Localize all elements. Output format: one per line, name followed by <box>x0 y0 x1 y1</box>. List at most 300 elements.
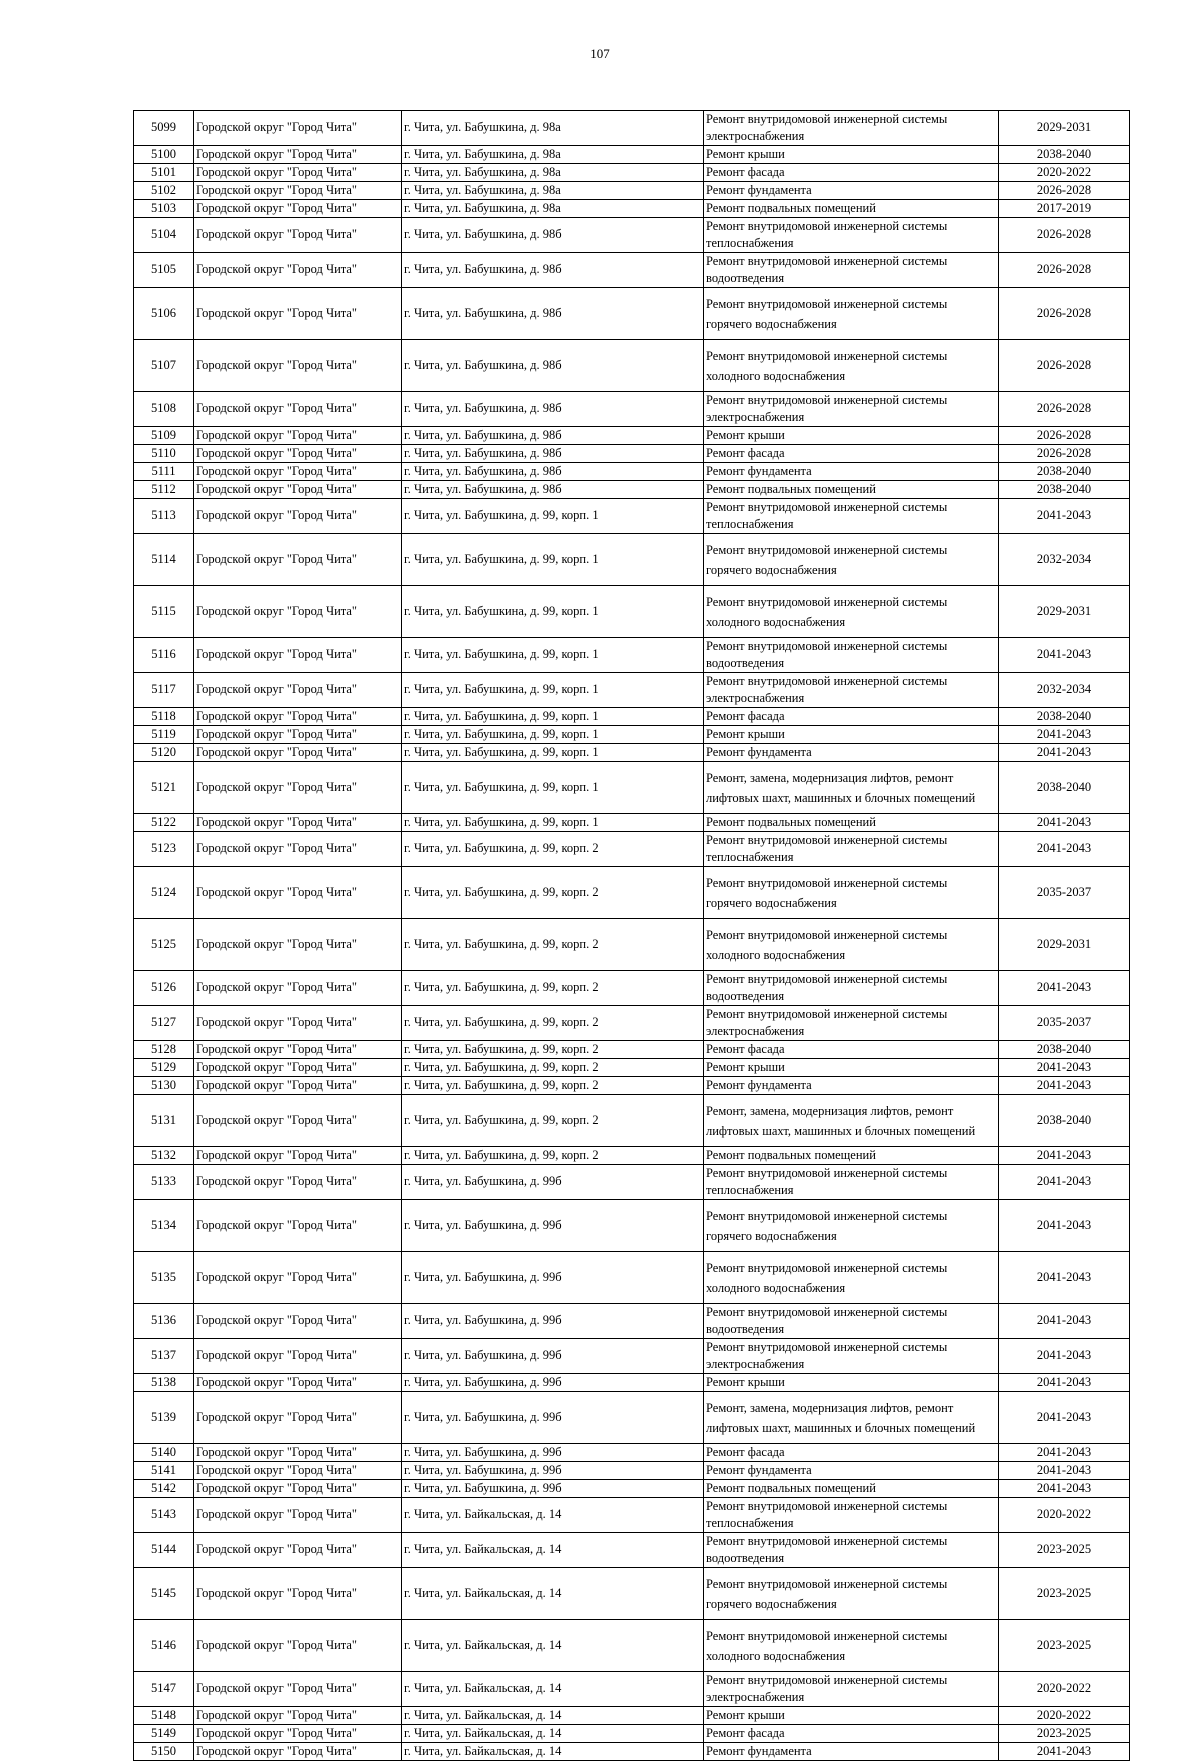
work-type-cell: Ремонт фундамента <box>704 1462 999 1480</box>
period-cell: 2020-2022 <box>999 1672 1130 1707</box>
row-number: 5108 <box>134 392 194 427</box>
table-row <box>134 1339 1130 1374</box>
work-type-cell: Ремонт внутридомовой инженерной системы холодного водоснабжения <box>704 919 999 971</box>
table-row <box>134 1147 1130 1165</box>
work-type-cell: Ремонт внутридомовой инженерной системы теплоснабжения <box>704 218 999 253</box>
row-number: 5102 <box>134 182 194 200</box>
address-cell: г. Чита, ул. Бабушкина, д. 99, корп. 1 <box>402 708 704 726</box>
table-row <box>134 1059 1130 1077</box>
address-cell: г. Чита, ул. Бабушкина, д. 99, корп. 2 <box>402 919 704 971</box>
address-cell: г. Чита, ул. Бабушкина, д. 99, корп. 2 <box>402 1041 704 1059</box>
work-type-cell: Ремонт внутридомовой инженерной системы горячего водоснабжения <box>704 1200 999 1252</box>
row-number: 5123 <box>134 832 194 867</box>
row-number: 5126 <box>134 971 194 1006</box>
period-cell: 2026-2028 <box>999 340 1130 392</box>
work-type-cell: Ремонт внутридомовой инженерной системы электроснабжения <box>704 1006 999 1041</box>
table-row <box>134 1462 1130 1480</box>
municipality-cell: Городской округ "Город Чита" <box>194 1339 402 1374</box>
row-number: 5125 <box>134 919 194 971</box>
address-cell: г. Чита, ул. Бабушкина, д. 99б <box>402 1304 704 1339</box>
address-cell: г. Чита, ул. Бабушкина, д. 99б <box>402 1392 704 1444</box>
table-row <box>134 1725 1130 1743</box>
address-cell: г. Чита, ул. Бабушкина, д. 98б <box>402 445 704 463</box>
table-row <box>134 1041 1130 1059</box>
work-type-cell: Ремонт внутридомовой инженерной системы холодного водоснабжения <box>704 1620 999 1672</box>
address-cell: г. Чита, ул. Бабушкина, д. 99б <box>402 1480 704 1498</box>
table-row <box>134 253 1130 288</box>
row-number: 5121 <box>134 762 194 814</box>
work-type-cell: Ремонт подвальных помещений <box>704 200 999 218</box>
work-type-cell: Ремонт фасада <box>704 164 999 182</box>
address-cell: г. Чита, ул. Бабушкина, д. 99б <box>402 1462 704 1480</box>
period-cell: 2035-2037 <box>999 867 1130 919</box>
row-number: 5122 <box>134 814 194 832</box>
work-type-cell: Ремонт внутридомовой инженерной системы водоотведения <box>704 638 999 673</box>
row-number: 5110 <box>134 445 194 463</box>
municipality-cell: Городской округ "Город Чита" <box>194 1077 402 1095</box>
address-cell: г. Чита, ул. Байкальская, д. 14 <box>402 1568 704 1620</box>
municipality-cell: Городской округ "Город Чита" <box>194 111 402 146</box>
table-row <box>134 1200 1130 1252</box>
municipality-cell: Городской округ "Город Чита" <box>194 814 402 832</box>
work-type-cell: Ремонт крыши <box>704 427 999 445</box>
work-type-cell: Ремонт фундамента <box>704 463 999 481</box>
work-type-cell: Ремонт фасада <box>704 1444 999 1462</box>
table-row <box>134 1672 1130 1707</box>
period-cell: 2041-2043 <box>999 971 1130 1006</box>
address-cell: г. Чита, ул. Бабушкина, д. 99, корп. 2 <box>402 1147 704 1165</box>
address-cell: г. Чита, ул. Бабушкина, д. 99б <box>402 1339 704 1374</box>
table-row <box>134 481 1130 499</box>
row-number: 5142 <box>134 1480 194 1498</box>
address-cell: г. Чита, ул. Бабушкина, д. 99, корп. 2 <box>402 1077 704 1095</box>
municipality-cell: Городской округ "Город Чита" <box>194 200 402 218</box>
row-number: 5128 <box>134 1041 194 1059</box>
address-cell: г. Чита, ул. Бабушкина, д. 99, корп. 2 <box>402 867 704 919</box>
work-type-cell: Ремонт подвальных помещений <box>704 814 999 832</box>
municipality-cell: Городской округ "Город Чита" <box>194 919 402 971</box>
period-cell: 2026-2028 <box>999 427 1130 445</box>
address-cell: г. Чита, ул. Бабушкина, д. 99, корп. 1 <box>402 814 704 832</box>
row-number: 5140 <box>134 1444 194 1462</box>
row-number: 5137 <box>134 1339 194 1374</box>
table-row <box>134 1498 1130 1533</box>
address-cell: г. Чита, ул. Байкальская, д. 14 <box>402 1707 704 1725</box>
table-row <box>134 1743 1130 1761</box>
row-number: 5136 <box>134 1304 194 1339</box>
period-cell: 2041-2043 <box>999 1374 1130 1392</box>
municipality-cell: Городской округ "Город Чита" <box>194 1444 402 1462</box>
row-number: 5103 <box>134 200 194 218</box>
municipality-cell: Городской округ "Город Чита" <box>194 146 402 164</box>
table-row <box>134 182 1130 200</box>
municipality-cell: Городской округ "Город Чита" <box>194 1707 402 1725</box>
table-row <box>134 499 1130 534</box>
table-row <box>134 218 1130 253</box>
row-number: 5145 <box>134 1568 194 1620</box>
row-number: 5105 <box>134 253 194 288</box>
address-cell: г. Чита, ул. Бабушкина, д. 99, корп. 2 <box>402 1059 704 1077</box>
address-cell: г. Чита, ул. Байкальская, д. 14 <box>402 1620 704 1672</box>
work-type-cell: Ремонт внутридомовой инженерной системы электроснабжения <box>704 673 999 708</box>
row-number: 5141 <box>134 1462 194 1480</box>
address-cell: г. Чита, ул. Байкальская, д. 14 <box>402 1498 704 1533</box>
row-number: 5133 <box>134 1165 194 1200</box>
work-type-cell: Ремонт подвальных помещений <box>704 481 999 499</box>
row-number: 5143 <box>134 1498 194 1533</box>
work-type-cell: Ремонт внутридомовой инженерной системы горячего водоснабжения <box>704 534 999 586</box>
address-cell: г. Чита, ул. Бабушкина, д. 98а <box>402 164 704 182</box>
address-cell: г. Чита, ул. Бабушкина, д. 98а <box>402 200 704 218</box>
address-cell: г. Чита, ул. Бабушкина, д. 99, корп. 1 <box>402 638 704 673</box>
table-row <box>134 1095 1130 1147</box>
row-number: 5127 <box>134 1006 194 1041</box>
address-cell: г. Чита, ул. Бабушкина, д. 98а <box>402 182 704 200</box>
period-cell: 2023-2025 <box>999 1533 1130 1568</box>
row-number: 5139 <box>134 1392 194 1444</box>
work-type-cell: Ремонт фундамента <box>704 1077 999 1095</box>
row-number: 5109 <box>134 427 194 445</box>
period-cell: 2020-2022 <box>999 1498 1130 1533</box>
address-cell: г. Чита, ул. Бабушкина, д. 99б <box>402 1200 704 1252</box>
row-number: 5146 <box>134 1620 194 1672</box>
period-cell: 2041-2043 <box>999 499 1130 534</box>
municipality-cell: Городской округ "Город Чита" <box>194 708 402 726</box>
municipality-cell: Городской округ "Город Чита" <box>194 1568 402 1620</box>
address-cell: г. Чита, ул. Бабушкина, д. 99, корп. 1 <box>402 586 704 638</box>
municipality-cell: Городской округ "Город Чита" <box>194 1392 402 1444</box>
row-number: 5138 <box>134 1374 194 1392</box>
municipality-cell: Городской округ "Город Чита" <box>194 1462 402 1480</box>
municipality-cell: Городской округ "Город Чита" <box>194 463 402 481</box>
work-type-cell: Ремонт внутридомовой инженерной системы горячего водоснабжения <box>704 867 999 919</box>
table-row <box>134 1077 1130 1095</box>
period-cell: 2023-2025 <box>999 1620 1130 1672</box>
period-cell: 2023-2025 <box>999 1725 1130 1743</box>
table-row <box>134 1165 1130 1200</box>
address-cell: г. Чита, ул. Бабушкина, д. 99, корп. 1 <box>402 673 704 708</box>
row-number: 5112 <box>134 481 194 499</box>
table-row <box>134 744 1130 762</box>
period-cell: 2038-2040 <box>999 1095 1130 1147</box>
work-type-cell: Ремонт фасада <box>704 1725 999 1743</box>
municipality-cell: Городской округ "Город Чита" <box>194 218 402 253</box>
municipality-cell: Городской округ "Город Чита" <box>194 164 402 182</box>
work-type-cell: Ремонт крыши <box>704 146 999 164</box>
work-type-cell: Ремонт внутридомовой инженерной системы водоотведения <box>704 253 999 288</box>
work-type-cell: Ремонт фундамента <box>704 744 999 762</box>
municipality-cell: Городской округ "Город Чита" <box>194 1743 402 1761</box>
address-cell: г. Чита, ул. Байкальская, д. 14 <box>402 1533 704 1568</box>
work-type-cell: Ремонт фасада <box>704 1041 999 1059</box>
table-row <box>134 340 1130 392</box>
municipality-cell: Городской округ "Город Чита" <box>194 867 402 919</box>
work-type-cell: Ремонт внутридомовой инженерной системы горячего водоснабжения <box>704 288 999 340</box>
address-cell: г. Чита, ул. Бабушкина, д. 98б <box>402 481 704 499</box>
row-number: 5115 <box>134 586 194 638</box>
period-cell: 2017-2019 <box>999 200 1130 218</box>
address-cell: г. Чита, ул. Бабушкина, д. 99, корп. 1 <box>402 726 704 744</box>
table-row <box>134 673 1130 708</box>
municipality-cell: Городской округ "Город Чита" <box>194 1041 402 1059</box>
work-type-cell: Ремонт внутридомовой инженерной системы теплоснабжения <box>704 1498 999 1533</box>
period-cell: 2041-2043 <box>999 1200 1130 1252</box>
municipality-cell: Городской округ "Город Чита" <box>194 673 402 708</box>
municipality-cell: Городской округ "Город Чита" <box>194 427 402 445</box>
period-cell: 2041-2043 <box>999 1252 1130 1304</box>
work-type-cell: Ремонт внутридомовой инженерной системы теплоснабжения <box>704 499 999 534</box>
address-cell: г. Чита, ул. Байкальская, д. 14 <box>402 1672 704 1707</box>
period-cell: 2041-2043 <box>999 1077 1130 1095</box>
period-cell: 2041-2043 <box>999 1392 1130 1444</box>
table-row <box>134 445 1130 463</box>
row-number: 5118 <box>134 708 194 726</box>
work-type-cell: Ремонт фасада <box>704 708 999 726</box>
period-cell: 2041-2043 <box>999 638 1130 673</box>
address-cell: г. Чита, ул. Бабушкина, д. 99б <box>402 1444 704 1462</box>
period-cell: 2029-2031 <box>999 111 1130 146</box>
page-number: 107 <box>590 46 610 61</box>
period-cell: 2041-2043 <box>999 1304 1130 1339</box>
period-cell: 2038-2040 <box>999 708 1130 726</box>
row-number: 5107 <box>134 340 194 392</box>
address-cell: г. Чита, ул. Бабушкина, д. 99, корп. 1 <box>402 744 704 762</box>
work-type-cell: Ремонт внутридомовой инженерной системы холодного водоснабжения <box>704 1252 999 1304</box>
period-cell: 2029-2031 <box>999 919 1130 971</box>
row-number: 5132 <box>134 1147 194 1165</box>
row-number: 5111 <box>134 463 194 481</box>
row-number: 5106 <box>134 288 194 340</box>
municipality-cell: Городской округ "Город Чита" <box>194 182 402 200</box>
address-cell: г. Чита, ул. Бабушкина, д. 98б <box>402 218 704 253</box>
address-cell: г. Чита, ул. Бабушкина, д. 99б <box>402 1165 704 1200</box>
municipality-cell: Городской округ "Город Чита" <box>194 726 402 744</box>
work-type-cell: Ремонт внутридомовой инженерной системы электроснабжения <box>704 1672 999 1707</box>
work-type-cell: Ремонт подвальных помещений <box>704 1147 999 1165</box>
municipality-cell: Городской округ "Город Чита" <box>194 1147 402 1165</box>
municipality-cell: Городской округ "Город Чита" <box>194 499 402 534</box>
address-cell: г. Чита, ул. Бабушкина, д. 99, корп. 2 <box>402 832 704 867</box>
municipality-cell: Городской округ "Город Чита" <box>194 1165 402 1200</box>
address-cell: г. Чита, ул. Байкальская, д. 14 <box>402 1743 704 1761</box>
address-cell: г. Чита, ул. Бабушкина, д. 99, корп. 1 <box>402 499 704 534</box>
row-number: 5131 <box>134 1095 194 1147</box>
table-row <box>134 708 1130 726</box>
municipality-cell: Городской округ "Город Чита" <box>194 1533 402 1568</box>
table-row <box>134 1252 1130 1304</box>
table-row <box>134 463 1130 481</box>
table-row <box>134 392 1130 427</box>
work-type-cell: Ремонт внутридомовой инженерной системы водоотведения <box>704 971 999 1006</box>
work-type-cell: Ремонт крыши <box>704 1374 999 1392</box>
period-cell: 2041-2043 <box>999 1480 1130 1498</box>
address-cell: г. Чита, ул. Бабушкина, д. 99б <box>402 1252 704 1304</box>
table-row <box>134 200 1130 218</box>
period-cell: 2035-2037 <box>999 1006 1130 1041</box>
row-number: 5130 <box>134 1077 194 1095</box>
address-cell: г. Чита, ул. Бабушкина, д. 98а <box>402 111 704 146</box>
period-cell: 2041-2043 <box>999 1339 1130 1374</box>
row-number: 5134 <box>134 1200 194 1252</box>
row-number: 5113 <box>134 499 194 534</box>
period-cell: 2020-2022 <box>999 164 1130 182</box>
address-cell: г. Чита, ул. Бабушкина, д. 98б <box>402 288 704 340</box>
period-cell: 2032-2034 <box>999 673 1130 708</box>
address-cell: г. Чита, ул. Бабушкина, д. 99, корп. 2 <box>402 1006 704 1041</box>
period-cell: 2041-2043 <box>999 1165 1130 1200</box>
work-type-cell: Ремонт внутридомовой инженерной системы электроснабжения <box>704 392 999 427</box>
municipality-cell: Городской округ "Город Чита" <box>194 971 402 1006</box>
period-cell: 2041-2043 <box>999 1059 1130 1077</box>
address-cell: г. Чита, ул. Бабушкина, д. 98б <box>402 253 704 288</box>
period-cell: 2041-2043 <box>999 814 1130 832</box>
table-row <box>134 1374 1130 1392</box>
municipality-cell: Городской округ "Город Чита" <box>194 638 402 673</box>
table-row <box>134 832 1130 867</box>
row-number: 5104 <box>134 218 194 253</box>
table-row <box>134 1480 1130 1498</box>
table-row <box>134 762 1130 814</box>
period-cell: 2038-2040 <box>999 762 1130 814</box>
work-type-cell: Ремонт внутридомовой инженерной системы электроснабжения <box>704 111 999 146</box>
municipality-cell: Городской округ "Город Чита" <box>194 1620 402 1672</box>
table-body <box>134 111 1130 1761</box>
row-number: 5119 <box>134 726 194 744</box>
period-cell: 2041-2043 <box>999 744 1130 762</box>
work-type-cell: Ремонт, замена, модернизация лифтов, ремонт лифтовых шахт, машинных и блочных помещений <box>704 762 999 814</box>
row-number: 5144 <box>134 1533 194 1568</box>
period-cell: 2026-2028 <box>999 253 1130 288</box>
municipality-cell: Городской округ "Город Чита" <box>194 445 402 463</box>
address-cell: г. Чита, ул. Бабушкина, д. 99, корп. 1 <box>402 762 704 814</box>
period-cell: 2038-2040 <box>999 463 1130 481</box>
address-cell: г. Чита, ул. Бабушкина, д. 98б <box>402 340 704 392</box>
municipality-cell: Городской округ "Город Чита" <box>194 1200 402 1252</box>
address-cell: г. Чита, ул. Бабушкина, д. 98а <box>402 146 704 164</box>
period-cell: 2041-2043 <box>999 1444 1130 1462</box>
address-cell: г. Чита, ул. Бабушкина, д. 99, корп. 2 <box>402 971 704 1006</box>
work-type-cell: Ремонт крыши <box>704 1059 999 1077</box>
address-cell: г. Чита, ул. Бабушкина, д. 98б <box>402 392 704 427</box>
municipality-cell: Городской округ "Город Чита" <box>194 832 402 867</box>
address-cell: г. Чита, ул. Бабушкина, д. 98б <box>402 427 704 445</box>
period-cell: 2041-2043 <box>999 1743 1130 1761</box>
work-type-cell: Ремонт, замена, модернизация лифтов, ремонт лифтовых шахт, машинных и блочных помещений <box>704 1095 999 1147</box>
table-row <box>134 867 1130 919</box>
period-cell: 2041-2043 <box>999 832 1130 867</box>
period-cell: 2038-2040 <box>999 1041 1130 1059</box>
row-number: 5129 <box>134 1059 194 1077</box>
table-row <box>134 288 1130 340</box>
period-cell: 2020-2022 <box>999 1707 1130 1725</box>
period-cell: 2038-2040 <box>999 146 1130 164</box>
period-cell: 2026-2028 <box>999 392 1130 427</box>
work-type-cell: Ремонт подвальных помещений <box>704 1480 999 1498</box>
municipality-cell: Городской округ "Город Чита" <box>194 1725 402 1743</box>
municipality-cell: Городской округ "Город Чита" <box>194 534 402 586</box>
row-number: 5135 <box>134 1252 194 1304</box>
address-cell: г. Чита, ул. Бабушкина, д. 99, корп. 1 <box>402 534 704 586</box>
table-row <box>134 1568 1130 1620</box>
row-number: 5150 <box>134 1743 194 1761</box>
table-row <box>134 638 1130 673</box>
work-type-cell: Ремонт внутридомовой инженерной системы водоотведения <box>704 1304 999 1339</box>
table-row <box>134 586 1130 638</box>
table-row <box>134 427 1130 445</box>
work-type-cell: Ремонт внутридомовой инженерной системы горячего водоснабжения <box>704 1568 999 1620</box>
work-type-cell: Ремонт фасада <box>704 445 999 463</box>
row-number: 5117 <box>134 673 194 708</box>
address-cell: г. Чита, ул. Бабушкина, д. 99, корп. 2 <box>402 1095 704 1147</box>
municipality-cell: Городской округ "Город Чита" <box>194 1095 402 1147</box>
table-row <box>134 146 1130 164</box>
row-number: 5100 <box>134 146 194 164</box>
table-row <box>134 814 1130 832</box>
work-type-cell: Ремонт внутридомовой инженерной системы теплоснабжения <box>704 832 999 867</box>
municipality-cell: Городской округ "Город Чита" <box>194 392 402 427</box>
municipality-cell: Городской округ "Город Чита" <box>194 1059 402 1077</box>
period-cell: 2023-2025 <box>999 1568 1130 1620</box>
period-cell: 2041-2043 <box>999 1147 1130 1165</box>
period-cell: 2029-2031 <box>999 586 1130 638</box>
table-row <box>134 534 1130 586</box>
period-cell: 2026-2028 <box>999 218 1130 253</box>
row-number: 5120 <box>134 744 194 762</box>
work-type-cell: Ремонт внутридомовой инженерной системы электроснабжения <box>704 1339 999 1374</box>
municipality-cell: Городской округ "Город Чита" <box>194 288 402 340</box>
work-type-cell: Ремонт, замена, модернизация лифтов, ремонт лифтовых шахт, машинных и блочных помещений <box>704 1392 999 1444</box>
work-type-cell: Ремонт внутридомовой инженерной системы холодного водоснабжения <box>704 586 999 638</box>
period-cell: 2038-2040 <box>999 481 1130 499</box>
period-cell: 2026-2028 <box>999 182 1130 200</box>
row-number: 5116 <box>134 638 194 673</box>
municipality-cell: Городской округ "Город Чита" <box>194 762 402 814</box>
work-type-cell: Ремонт фундамента <box>704 182 999 200</box>
table-row <box>134 726 1130 744</box>
work-type-cell: Ремонт крыши <box>704 726 999 744</box>
municipality-cell: Городской округ "Город Чита" <box>194 1304 402 1339</box>
table-row <box>134 1533 1130 1568</box>
municipality-cell: Городской округ "Город Чита" <box>194 586 402 638</box>
work-type-cell: Ремонт крыши <box>704 1707 999 1725</box>
row-number: 5148 <box>134 1707 194 1725</box>
municipality-cell: Городской округ "Город Чита" <box>194 1374 402 1392</box>
table-row <box>134 1707 1130 1725</box>
table-row <box>134 164 1130 182</box>
row-number: 5099 <box>134 111 194 146</box>
table-row <box>134 1620 1130 1672</box>
municipality-cell: Городской округ "Город Чита" <box>194 1498 402 1533</box>
repair-schedule-table <box>133 110 1130 1761</box>
period-cell: 2026-2028 <box>999 445 1130 463</box>
work-type-cell: Ремонт фундамента <box>704 1743 999 1761</box>
table-row <box>134 111 1130 146</box>
address-cell: г. Чита, ул. Бабушкина, д. 98б <box>402 463 704 481</box>
row-number: 5101 <box>134 164 194 182</box>
table-row <box>134 1304 1130 1339</box>
municipality-cell: Городской округ "Город Чита" <box>194 253 402 288</box>
municipality-cell: Городской округ "Город Чита" <box>194 481 402 499</box>
table-row <box>134 919 1130 971</box>
municipality-cell: Городской округ "Город Чита" <box>194 1252 402 1304</box>
row-number: 5147 <box>134 1672 194 1707</box>
table-row <box>134 1444 1130 1462</box>
municipality-cell: Городской округ "Город Чита" <box>194 1672 402 1707</box>
row-number: 5124 <box>134 867 194 919</box>
table-row <box>134 1392 1130 1444</box>
period-cell: 2041-2043 <box>999 726 1130 744</box>
work-type-cell: Ремонт внутридомовой инженерной системы водоотведения <box>704 1533 999 1568</box>
